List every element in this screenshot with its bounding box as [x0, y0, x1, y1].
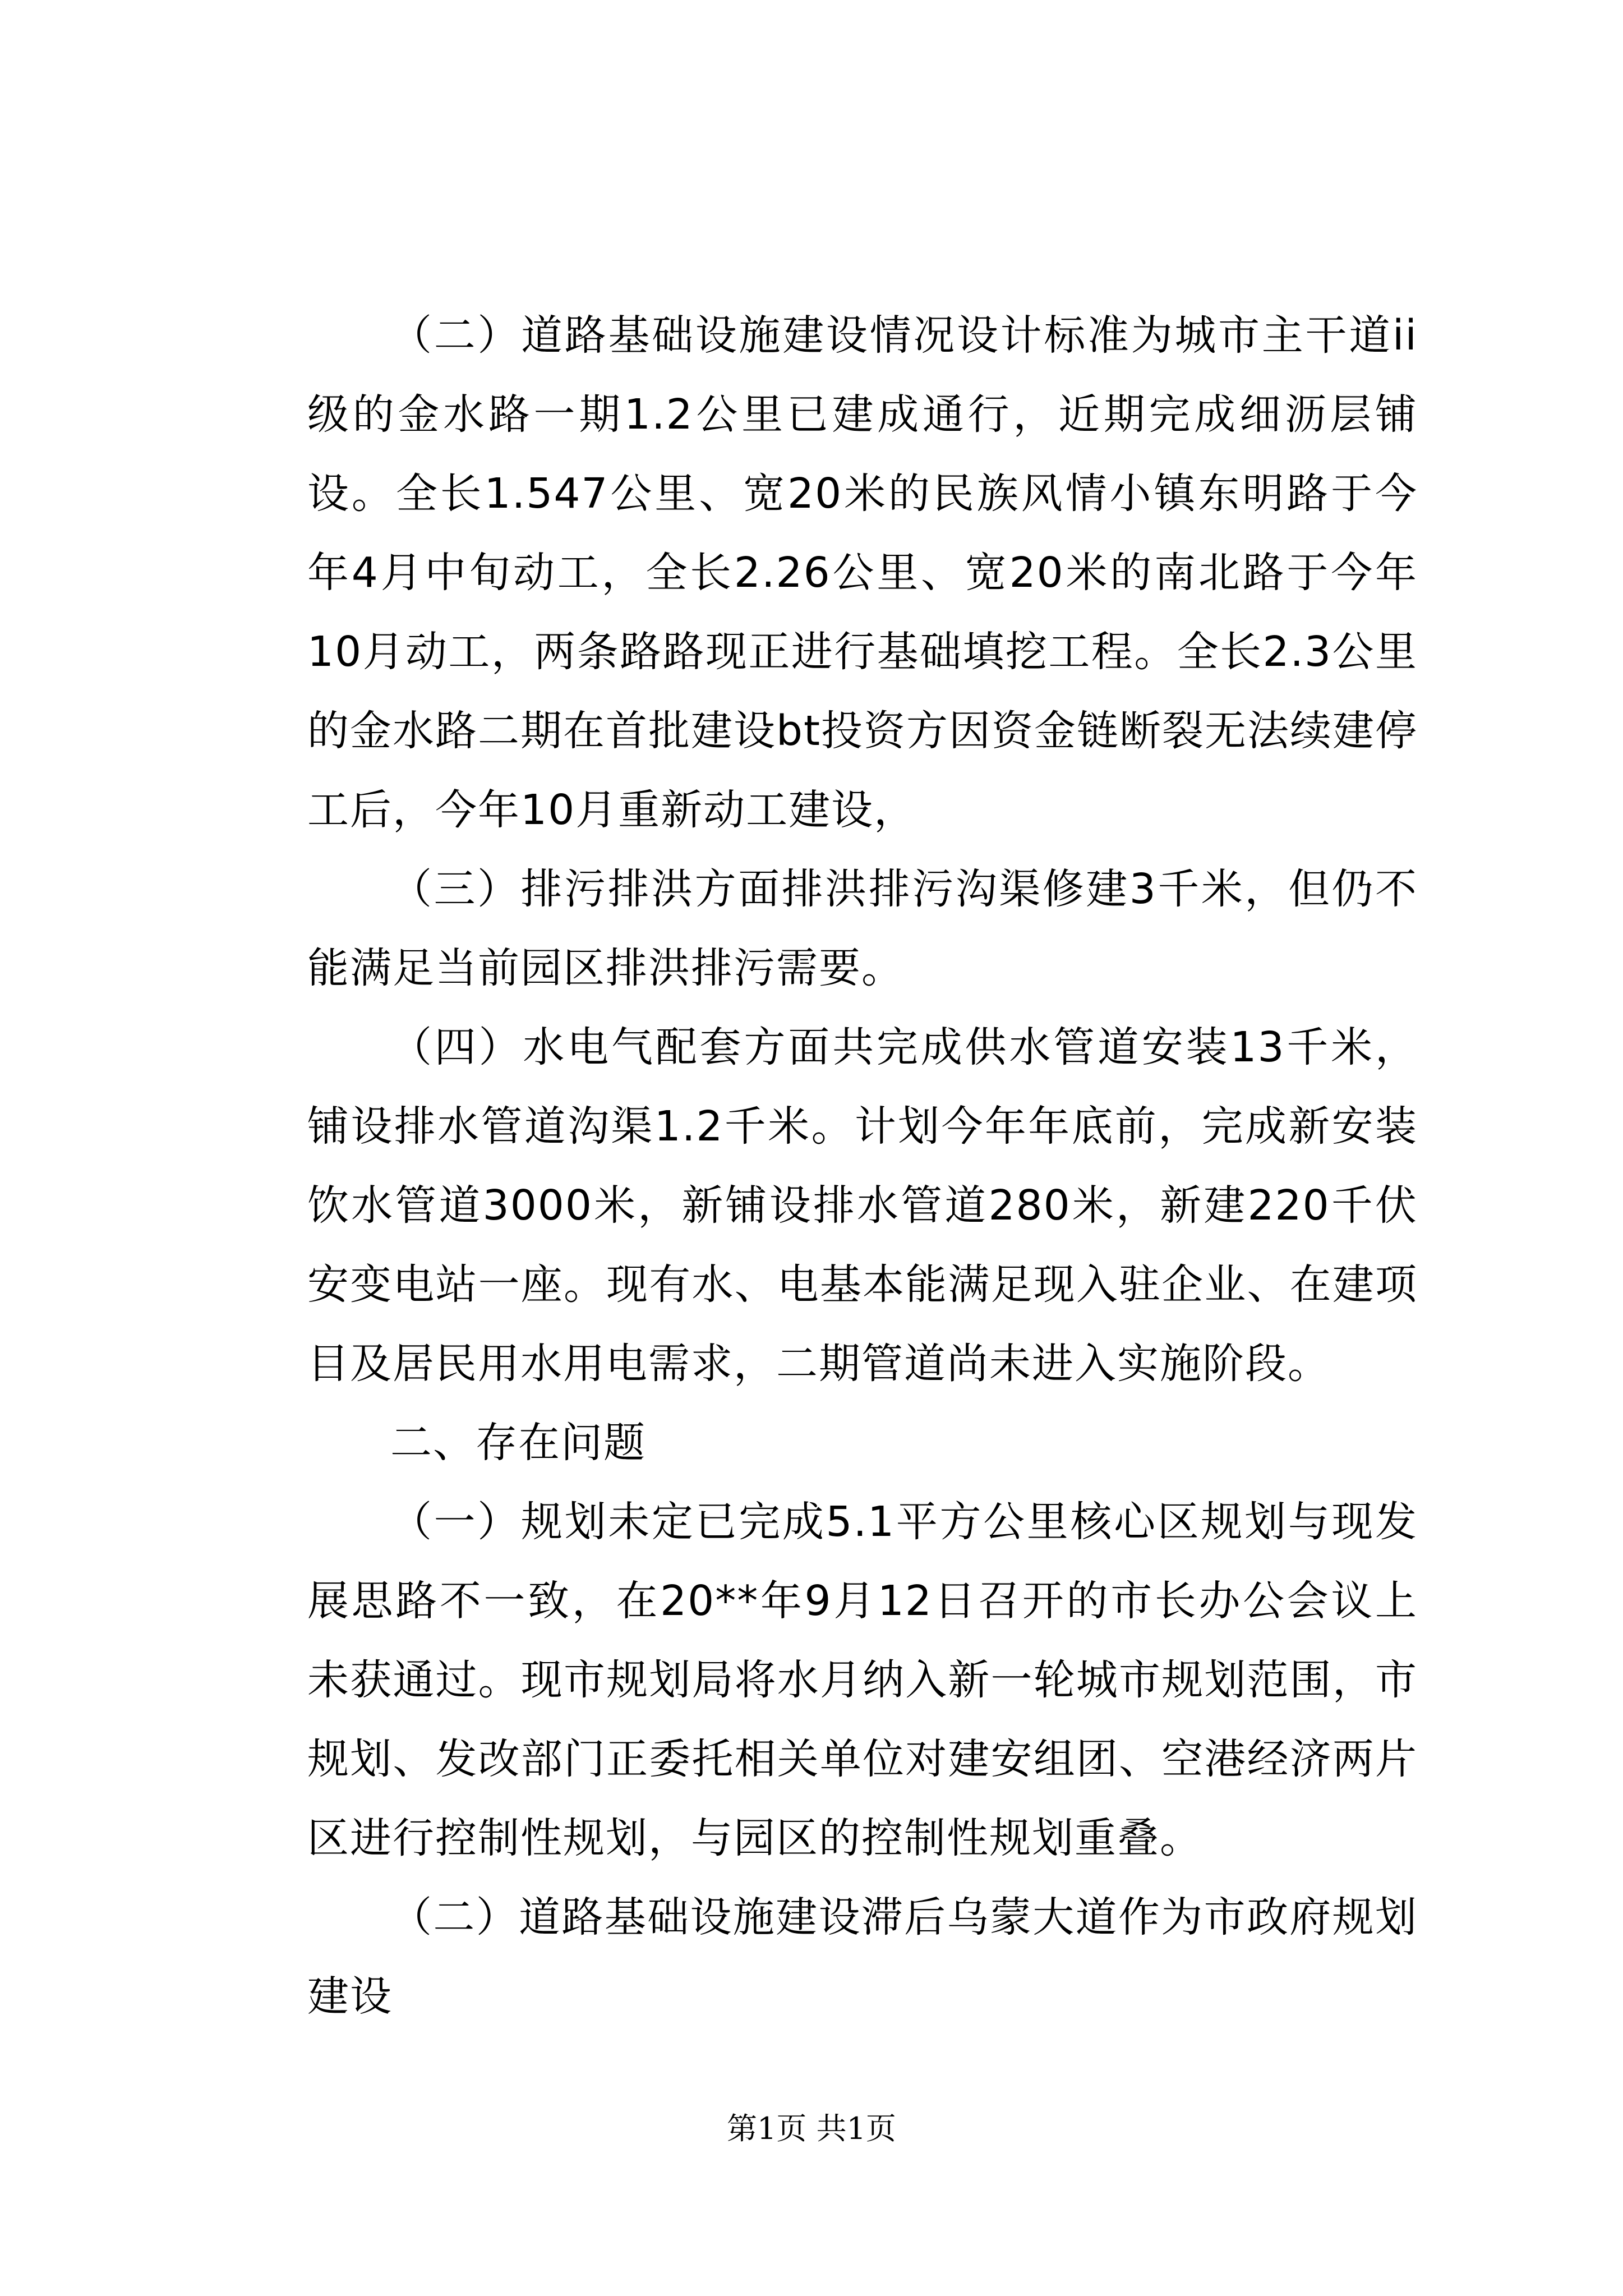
document-body	[307, 296, 1418, 2036]
paragraph-road-infrastructure-status: （二）道路基础设施建设情况设计标准为城市主干道ii级的金水路一期1.2公里已建成通行，近期完成细沥层铺设。全长1.547公里、宽20米的民族风情小镇东明路于今年4月中旬动工，全长2.26公里、宽20米的南北路于今年10月动工，两条路路现正进行基础填挖工程。全长2.3公里的金水路二期在首批建设bt投资方因资金链断裂无法续建停工后，今年10月重新动工建设，	[307, 311, 1418, 834]
paragraph-planning-undecided: （一）规划未定已完成5.1平方公里核心区规划与现发展思路不一致，在20**年9月12日召开的市长办公会议上未获通过。现市规划局将水月纳入新一轮城市规划范围，市规划、发改部门正委托相关单位对建安组团、空港经济两片区进行控制性规划，与园区的控制性规划重叠。	[307, 1498, 1418, 1862]
paragraph-utilities: （四）水电气配套方面共完成供水管道安装13千米，铺设排水管道沟渠1.2千米。计划今年年底前，完成新安装饮水管道3000米，新铺设排水管道280米，新建220千伏安变电站一座。现有水、电基本能满足现入驻企业、在建项目及居民用水用电需求，二期管道尚未进入实施阶段。	[307, 1023, 1418, 1388]
paragraph-drainage: （三）排污排洪方面排洪排污沟渠修建3千米，但仍不能满足当前园区排洪排污需要。	[307, 865, 1418, 992]
page-number-footer: 第1页 共1页	[727, 2111, 896, 2146]
section-heading-existing-problems: 二、存在问题	[390, 1419, 646, 1467]
paragraph-road-infrastructure-lagging: （二）道路基础设施建设滞后乌蒙大道作为市政府规划建设	[307, 1893, 1418, 2021]
